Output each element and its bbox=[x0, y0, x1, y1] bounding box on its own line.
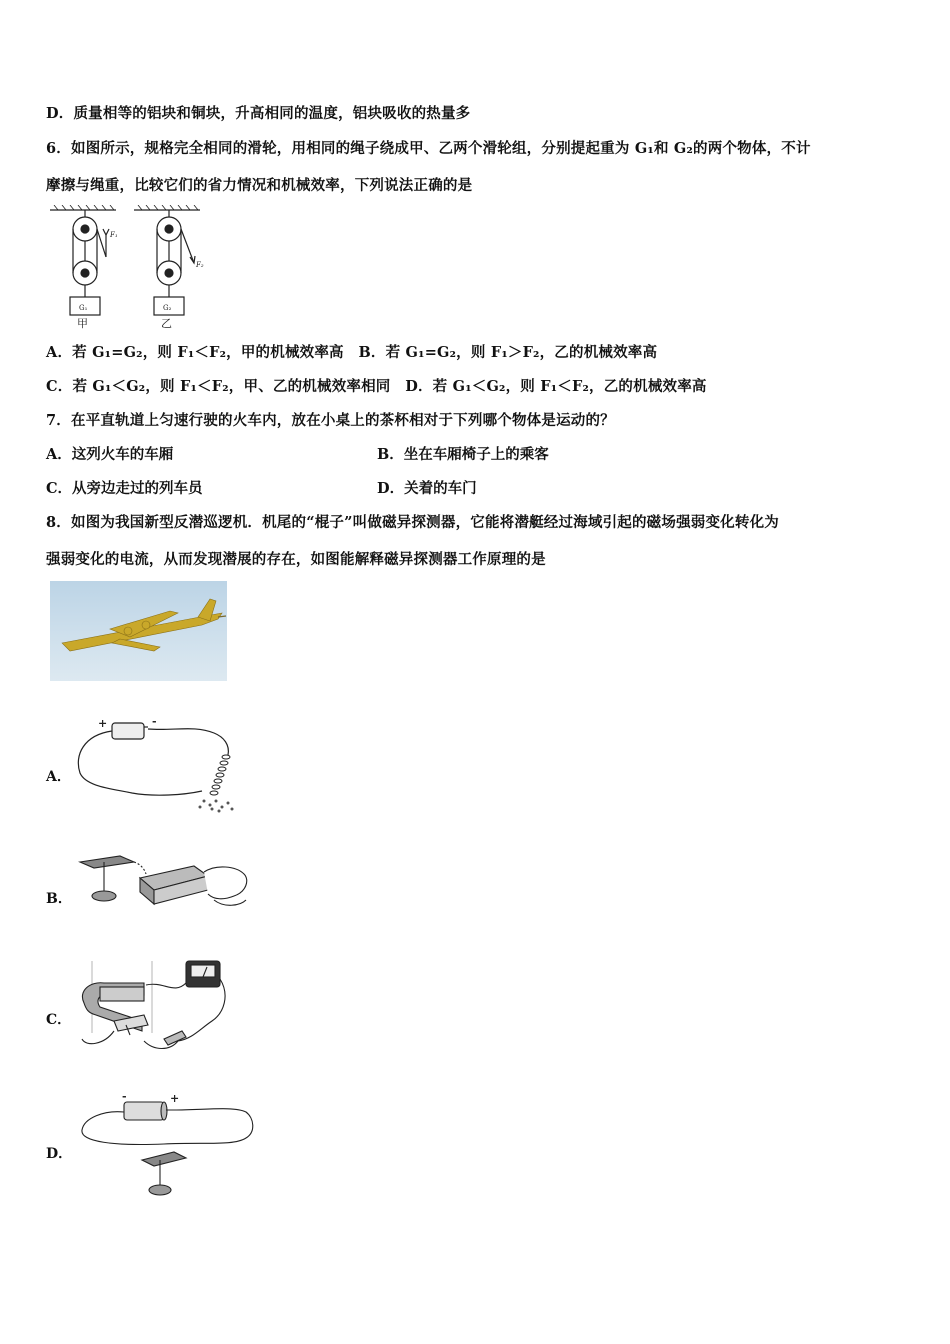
q8-stem-line1: 8．如图为我国新型反潜巡逻机．机尾的“棍子”叫做磁异探测器，它能将潜艇经过海域引起的磁场强弱变化转化为 bbox=[46, 514, 779, 531]
q5-option-d: D．质量相等的铝块和铜块，升高相同的温度，铝块吸收的热量多 bbox=[46, 105, 471, 122]
q7-option-c: C．从旁边走过的列车员 bbox=[46, 480, 203, 497]
q8-option-a-label: A． bbox=[46, 769, 71, 785]
option-d-minus: - bbox=[122, 1090, 127, 1103]
q7-option-b: B．坐在车厢椅子上的乘客 bbox=[377, 446, 549, 463]
option-d-plus: + bbox=[170, 1092, 180, 1105]
pulley-figure bbox=[48, 205, 218, 330]
q8-stem-line2: 强弱变化的电流，从而发现潜展的存在，如图能解释磁异探测器工作原理的是 bbox=[46, 551, 546, 568]
patrol-plane-photo bbox=[50, 581, 227, 681]
q6-stem-line1: 6．如图所示，规格完全相同的滑轮，用相同的绳子绕成甲、乙两个滑轮组，分别提起重为 G₁和 G₂的两个物体，不计 bbox=[46, 140, 811, 157]
jia-label: 甲 bbox=[77, 317, 88, 330]
q7-option-a: A．这列火车的车厢 bbox=[46, 446, 174, 463]
g2-label: G₂ bbox=[163, 304, 172, 312]
q7-option-d: D．关着的车门 bbox=[377, 480, 477, 497]
option-a-electromagnet-figure bbox=[74, 715, 244, 815]
q7-stem: 7．在平直轨道上匀速行驶的火车内，放在小桌上的茶杯相对于下列哪个物体是运动的？ bbox=[46, 412, 615, 429]
q8-option-d-label: D． bbox=[46, 1146, 73, 1162]
g1-label: G₁ bbox=[79, 304, 88, 312]
f2-label: F₂ bbox=[196, 261, 204, 269]
f1-label: F₁ bbox=[110, 231, 118, 239]
q8-option-b-label: B． bbox=[46, 891, 72, 907]
q6-options-cd: C．若 G₁＜G₂，则 F₁＜F₂，甲、乙的机械效率相同 D．若 G₁＜G₂，则 F₁＜F₂，乙的机械效率高 bbox=[46, 378, 707, 395]
q8-option-c-label: C． bbox=[46, 1012, 72, 1028]
yi-label: 乙 bbox=[161, 317, 172, 330]
option-b-magnet-needle-figure bbox=[74, 848, 254, 918]
option-a-plus: + bbox=[98, 717, 108, 730]
option-d-oersted-figure bbox=[74, 1088, 259, 1203]
option-c-induction-figure bbox=[74, 955, 234, 1060]
option-a-minus: - bbox=[152, 715, 157, 728]
q6-options-ab: A．若 G₁=G₂，则 F₁＜F₂，甲的机械效率高 B．若 G₁=G₂，则 F₁＞F₂，乙的机械效率高 bbox=[46, 344, 658, 361]
q6-stem-line2: 摩擦与绳重，比较它们的省力情况和机械效率，下列说法正确的是 bbox=[46, 177, 473, 194]
